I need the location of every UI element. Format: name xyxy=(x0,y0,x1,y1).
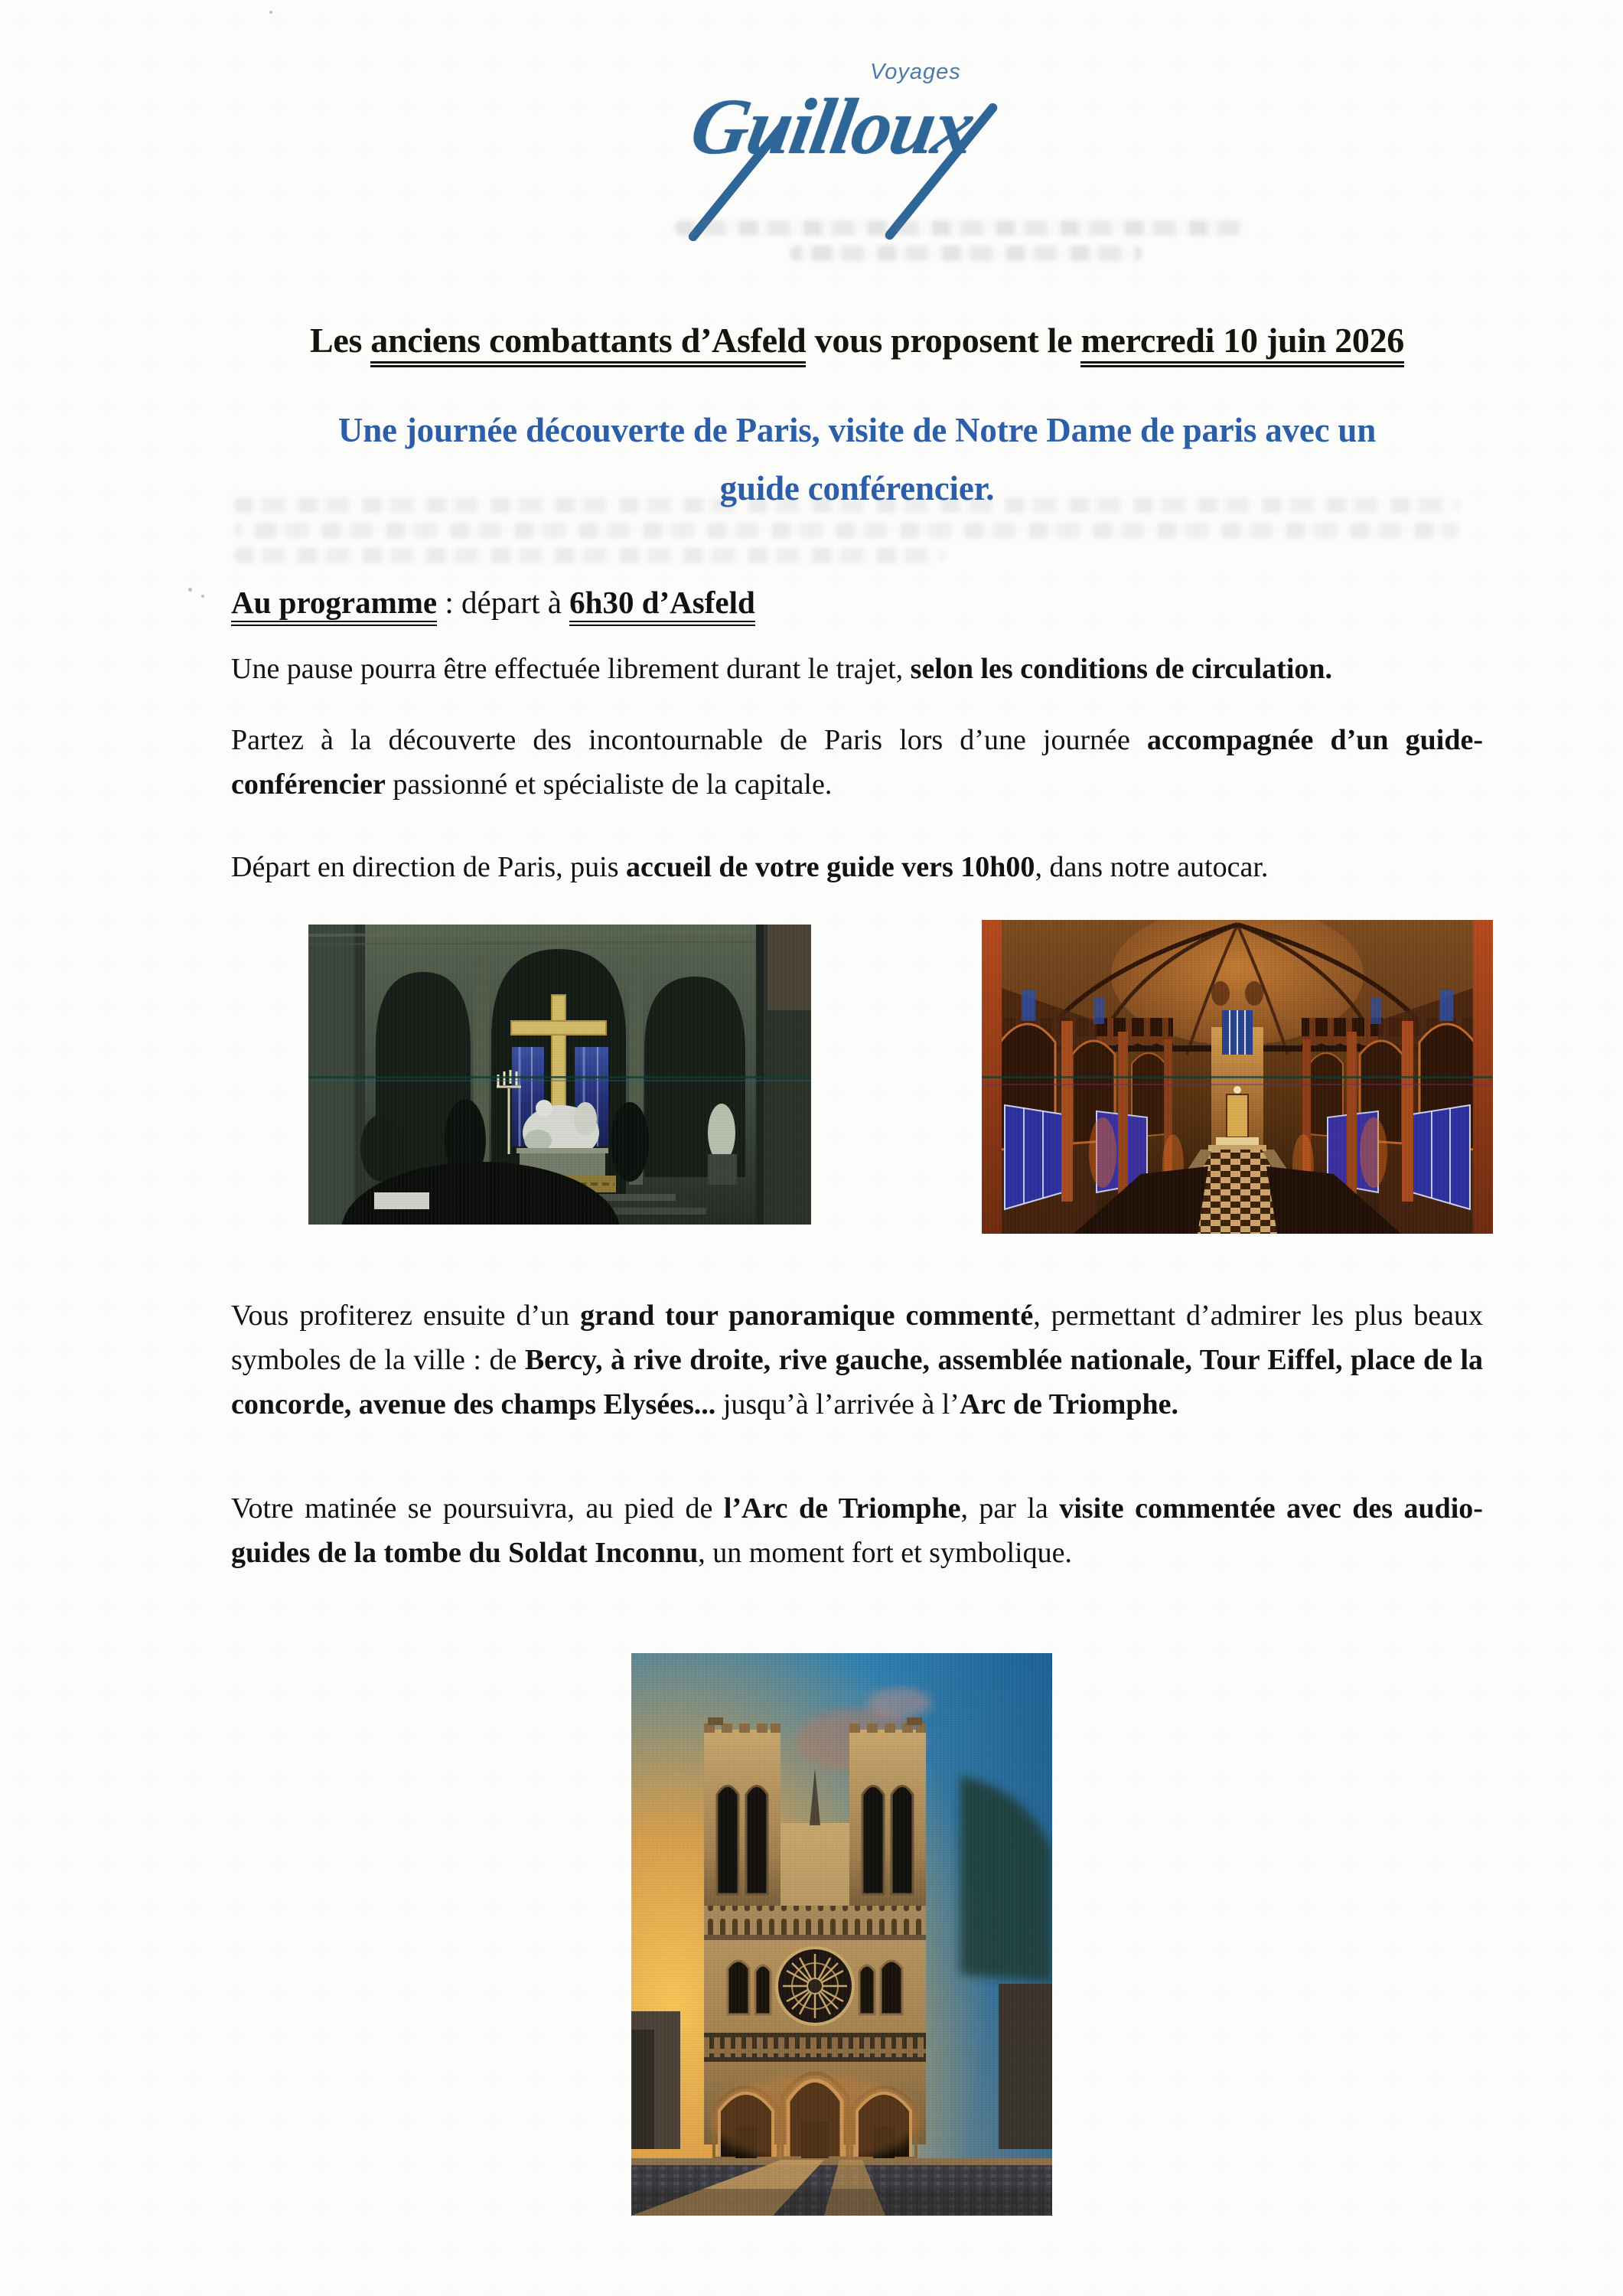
notre-dame-nave-illustration xyxy=(982,920,1493,1234)
text-run: , un moment fort et symbolique. xyxy=(698,1537,1072,1569)
subtitle-line: Une journée découverte de Paris, visite de Notre Dame de paris avec un xyxy=(337,411,1377,449)
nave-photo xyxy=(982,920,1493,1234)
text-run: passionné et spécialiste de la capitale. xyxy=(385,768,833,801)
text-run: , dans notre autocar. xyxy=(1035,851,1269,883)
text-run: Votre matinée se poursuivra, au pied de xyxy=(231,1492,724,1525)
text-run: Départ en direction de Paris, puis xyxy=(231,851,627,883)
text-run-bold: grand tour panoramique commenté xyxy=(580,1300,1034,1332)
main-title xyxy=(231,320,1483,367)
notre-dame-facade-illustration xyxy=(631,1653,1052,2216)
logo-brand-wordmark: Guilloux xyxy=(684,83,980,171)
program-label: Au programme xyxy=(231,586,437,626)
notre-dame-altar-illustration xyxy=(308,925,811,1225)
guilloux-voyages-logo xyxy=(685,60,1067,213)
paragraph-matinee xyxy=(231,1486,1483,1575)
departure-time: 6h30 d’Asfeld xyxy=(569,586,755,626)
subtitle-line: guide conférencier. xyxy=(719,469,995,507)
text-run-bold: l’Arc de Triomphe xyxy=(723,1492,961,1525)
program-line xyxy=(231,580,1483,626)
text-run: Vous profiterez ensuite d’un xyxy=(231,1300,581,1332)
text-run-bold: visite commentée avec des audio-guides de la tombe du Soldat Inconnu xyxy=(231,1492,1483,1569)
text-run-bold: Arc de Triomphe. xyxy=(959,1388,1178,1420)
scan-speck xyxy=(201,595,204,598)
bleed-line xyxy=(790,246,1142,261)
paragraph-accueil xyxy=(231,845,1483,889)
text-run-bold: selon les conditions de circulation. xyxy=(910,653,1333,685)
text-run: Une pause pourra être effectuée librement durant le trajet, xyxy=(231,653,911,685)
altar-photo xyxy=(308,925,811,1225)
text-run: jusqu’à l’arrivée à l’ xyxy=(715,1388,960,1420)
title-underlined-group: anciens combattants d’Asfeld xyxy=(370,322,806,367)
text-run: , permettant d’admirer les plus beaux symboles de la ville : de xyxy=(231,1300,1483,1376)
logo-tagline: Voyages xyxy=(870,60,961,84)
paragraph-panorama xyxy=(231,1293,1483,1427)
scan-speck xyxy=(188,588,192,592)
ink-bleed-artifact-top xyxy=(675,220,1243,271)
text-run-bold: accueil de votre guide vers 10h00 xyxy=(626,851,1035,883)
title-segment: Les xyxy=(309,321,371,360)
trip-subtitle xyxy=(231,401,1483,517)
text-run-bold: Bercy, à rive droite, rive gauche, assemblée nationale, Tour Eiffel, place de la concorde, avenue des champs Elysées... xyxy=(231,1344,1483,1420)
scan-speck xyxy=(269,11,272,14)
bleed-line xyxy=(234,523,1458,538)
text-run: Partez à la découverte des incontournable de Paris lors d’une journée xyxy=(231,724,1147,756)
title-underlined-date: mercredi 10 juin 2026 xyxy=(1080,322,1404,367)
program-separator: : départ à xyxy=(437,585,570,620)
bleed-line xyxy=(675,220,1243,236)
bleed-line xyxy=(234,548,944,563)
title-segment: vous proposent le xyxy=(806,321,1081,360)
facade-photo xyxy=(631,1653,1052,2216)
paragraph-pause xyxy=(231,647,1483,691)
text-run: , par la xyxy=(960,1492,1060,1525)
text-run-bold: accompagnée d’un guide-conférencier xyxy=(231,724,1483,801)
paragraph-decouverte xyxy=(231,718,1483,807)
